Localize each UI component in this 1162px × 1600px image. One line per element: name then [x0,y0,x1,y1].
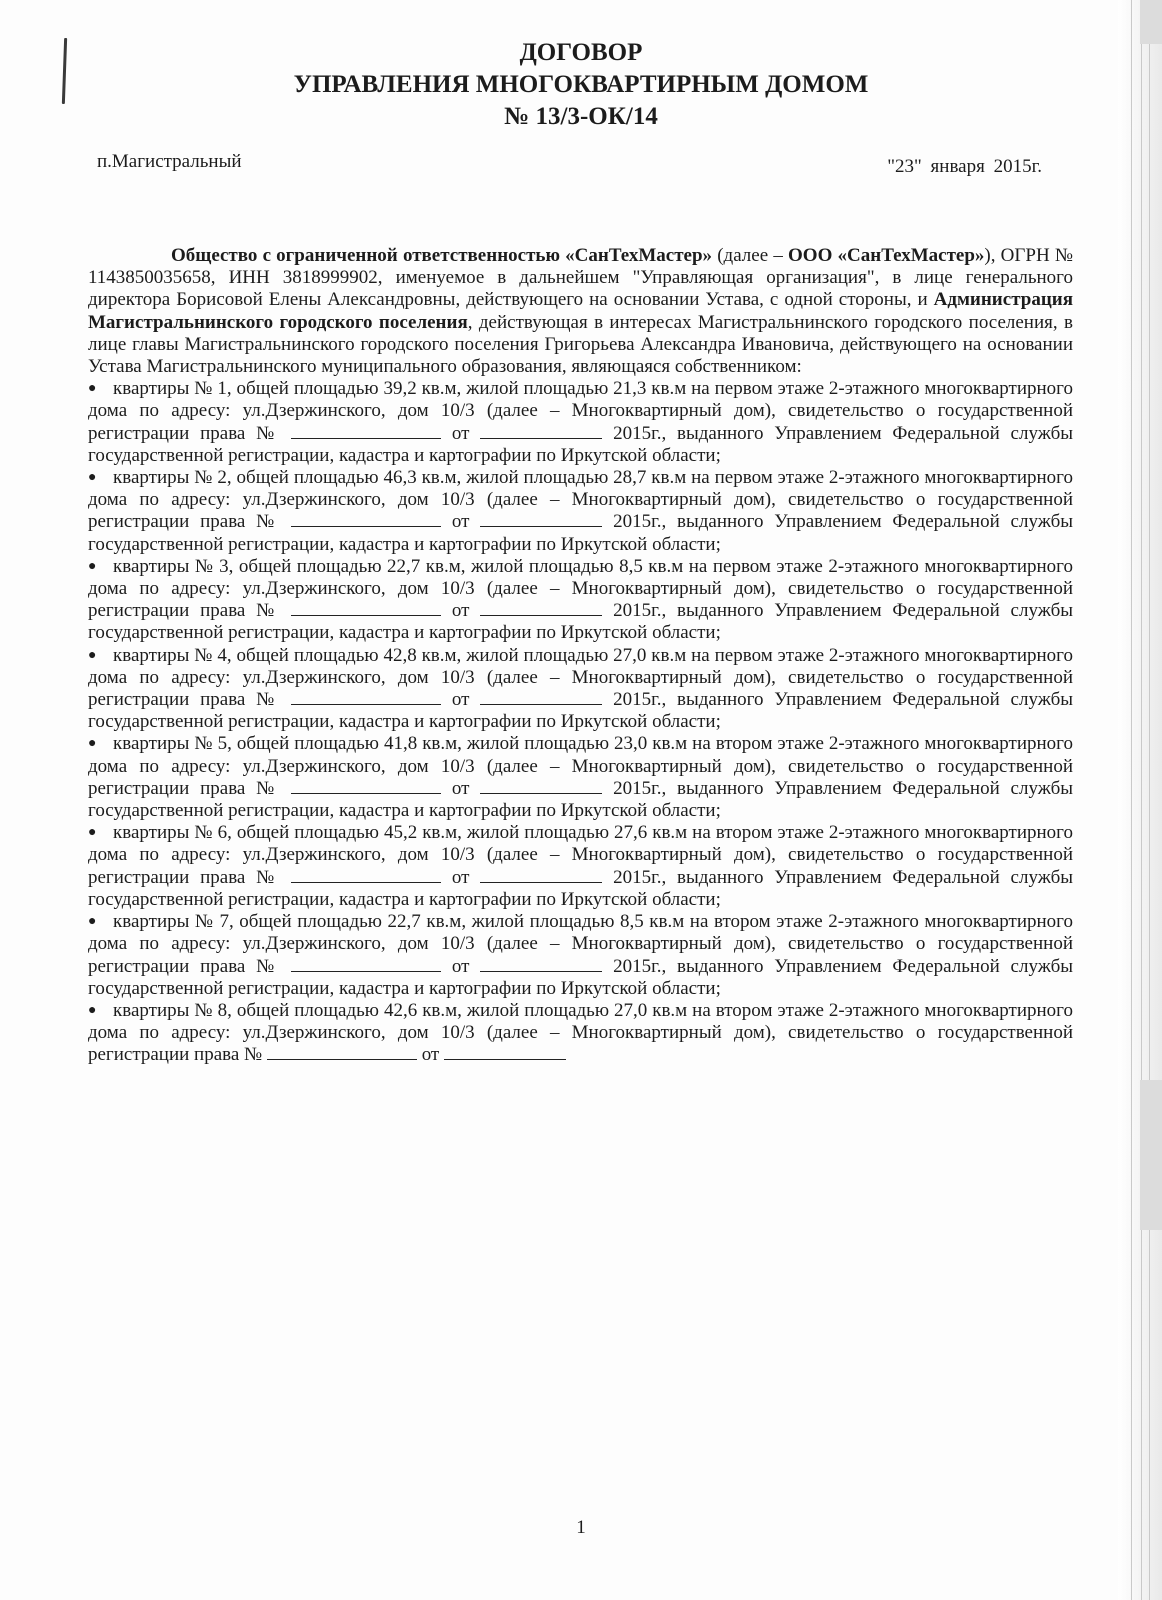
registration-number-blank [291,689,441,705]
intro-text: (далее – [712,245,789,266]
apartment-house-text: этажного многоквартирного дома по адресу: ул.Дзержинского, дом 10/3 (далее – Многоквартирный дом), свидетельство о государственной регистрации права № [88,644,1073,711]
from-label: от [451,866,470,888]
from-label: от [421,1044,440,1066]
apartment-item [88,1000,1073,1067]
apartment-heading: квартиры № 1, общей площадью 39,2 кв.м, жилой площадью 21,3 кв.м на первом этаже 2- [113,378,845,400]
bullet-icon: ● [88,558,97,574]
apartment-heading: квартиры № 8, общей площадью 42,6 кв.м, жилой площадью 27,0 кв.м на втором этаже 2- [113,999,845,1021]
registration-date-blank [480,600,602,616]
registration-date-blank [480,423,602,439]
intro-text: ), ОГРН № 1143850035658, ИНН 3818999902, именуемое в дальнейшем "Управляющая организация", в лице генерального директора Борисовой Елены Александровны, действующего на основании Устава, с одной стороны, и [88,245,1073,311]
apartment-registration-text: 2015г., выданного Управлением Федеральной службы государственной регистрации, кадастра и картографии по Иркутской области; [88,955,1074,999]
registration-number-blank [291,778,441,794]
apartment-item [88,733,1073,822]
from-label: от [451,689,470,711]
apartment-heading: квартиры № 6, общей площадью 45,2 кв.м, жилой площадью 27,6 кв.м на втором этаже 2- [113,822,845,844]
apartment-list [88,378,1073,1066]
doc-title: ДОГОВОР [519,39,643,66]
apartment-item [88,911,1073,1000]
registration-number-blank [291,956,441,972]
from-label: от [451,422,470,444]
page-number: 1 [576,1517,586,1538]
from-label: от [451,777,470,799]
registration-date-blank [480,867,602,883]
contract-body [88,245,1073,1067]
apartment-registration-text: 2015г., выданного Управлением Федеральной службы государственной регистрации, кадастра и картографии по Иркутской области; [88,866,1074,910]
bullet-icon: ● [88,914,97,930]
apartment-item [88,467,1073,556]
from-label: от [451,955,470,977]
apartment-heading: квартиры № 4, общей площадью 42,8 кв.м, жилой площадью 27,0 кв.м на первом этаже 2- [113,644,845,666]
apartment-house-text: этажного многоквартирного дома по адресу: ул.Дзержинского, дом 10/3 (далее – Многоквартирный дом), свидетельство о государственной регистрации права № [88,911,1073,977]
bullet-icon: ● [88,1002,97,1018]
apartment-registration-text: 2015г., выданного Управлением Федеральной службы государственной регистрации, кадастра и картографии по Иркутской области; [88,777,1074,822]
place: п.Магистральный [97,151,242,172]
apartment-house-text: этажного многоквартирного дома по адресу: ул.Дзержинского, дом 10/3 (далее – Многоквартирный дом), свидетельство о государственной регистрации права № [88,378,1073,444]
intro-text: , действующая в интересах Магистральнинского городского поселения, в лице главы Магистральнинского городского поселения Григорьева Александра Ивановича, действующего на основании Устава Магистральнинского муниципального образования, являющаяся собственником: [88,311,1073,378]
org-short-name: ООО «СанТехМастер» [788,245,985,266]
bullet-icon: ● [88,647,97,663]
apartment-item [88,822,1073,911]
apartment-house-text: этажного многоквартирного дома по адресу: ул.Дзержинского, дом 10/3 (далее – Многоквартирный дом), свидетельство о государственной регистрации права № [88,822,1073,888]
admin-name: Администрация Магистральнинского городского поселения [88,289,1073,333]
bullet-icon: ● [88,736,97,752]
apartment-item [88,645,1073,734]
registration-number-blank [291,511,441,527]
bullet-icon: ● [88,381,97,397]
intro-paragraph [88,245,1073,378]
apartment-registration-text: 2015г., выданного Управлением Федеральной службы государственной регистрации, кадастра и картографии по Иркутской области; [88,600,1074,644]
org-name: Общество с ограниченной ответственностью «СанТехМастер» [171,245,713,266]
apartment-house-text: этажного многоквартирного дома по адресу: ул.Дзержинского, дом 10/3 (далее – Многоквартирный дом), свидетельство о государственной регистрации права № [88,733,1073,799]
registration-number-blank [291,600,441,616]
from-label: от [451,511,470,533]
doc-number: № 13/3-ОК/14 [504,103,658,130]
apartment-house-text: этажного многоквартирного дома по адресу: ул.Дзержинского, дом 10/3 (далее – Многоквартирный дом), свидетельство о государственной регистрации права № [88,467,1073,533]
bullet-icon: ● [88,825,97,841]
registration-date-blank [480,778,602,794]
apartment-heading: квартиры № 5, общей площадью 41,8 кв.м, жилой площадью 23,0 кв.м на втором этаже 2- [113,733,845,755]
apartment-heading: квартиры № 3, общей площадью 22,7 кв.м, жилой площадью 8,5 кв.м на первом этаже 2- [113,555,845,577]
apartment-registration-text: 2015г., выданного Управлением Федеральной службы государственной регистрации, кадастра и картографии по Иркутской области; [88,422,1074,466]
apartment-house-text: этажного многоквартирного дома по адресу: ул.Дзержинского, дом 10/3 (далее – Многоквартирный дом), свидетельство о государственной регистрации права № [88,555,1073,622]
bullet-icon: ● [88,470,97,486]
registration-number-blank [291,867,441,883]
apartment-heading: квартиры № 7, общей площадью 22,7 кв.м, жилой площадью 8,5 кв.м на втором этаже 2- [113,911,845,933]
scan-edge-mark [1140,1080,1162,1230]
apartment-item [88,556,1073,645]
registration-date-blank [480,689,602,705]
apartment-item [88,378,1073,467]
registration-date-blank [444,1044,566,1060]
apartment-heading: квартиры № 2, общей площадью 46,3 кв.м, жилой площадью 28,7 кв.м на первом этаже 2- [113,467,845,489]
scan-edge-line [1149,0,1150,1600]
scan-edge-line [1141,0,1142,1600]
apartment-registration-text: 2015г., выданного Управлением Федеральной службы государственной регистрации, кадастра и картографии по Иркутской области; [88,689,1074,733]
from-label: от [451,600,470,622]
registration-number-blank [291,423,441,439]
date: "23" января 2015г. [887,156,1042,177]
apartment-registration-text: 2015г., выданного Управлением Федеральной службы государственной регистрации, кадастра и картографии по Иркутской области; [88,511,1074,555]
scan-edge-line [1131,0,1132,1600]
registration-number-blank [267,1044,417,1060]
registration-date-blank [480,511,602,527]
apartment-house-text: этажного многоквартирного дома по адресу: ул.Дзержинского, дом 10/3 (далее – Многоквартирный дом), свидетельство о государственной регистрации права № [88,999,1073,1066]
scan-edge [1118,0,1162,1600]
registration-date-blank [480,956,602,972]
doc-subtitle: УПРАВЛЕНИЯ МНОГОКВАРТИРНЫМ ДОМОМ [293,71,869,98]
